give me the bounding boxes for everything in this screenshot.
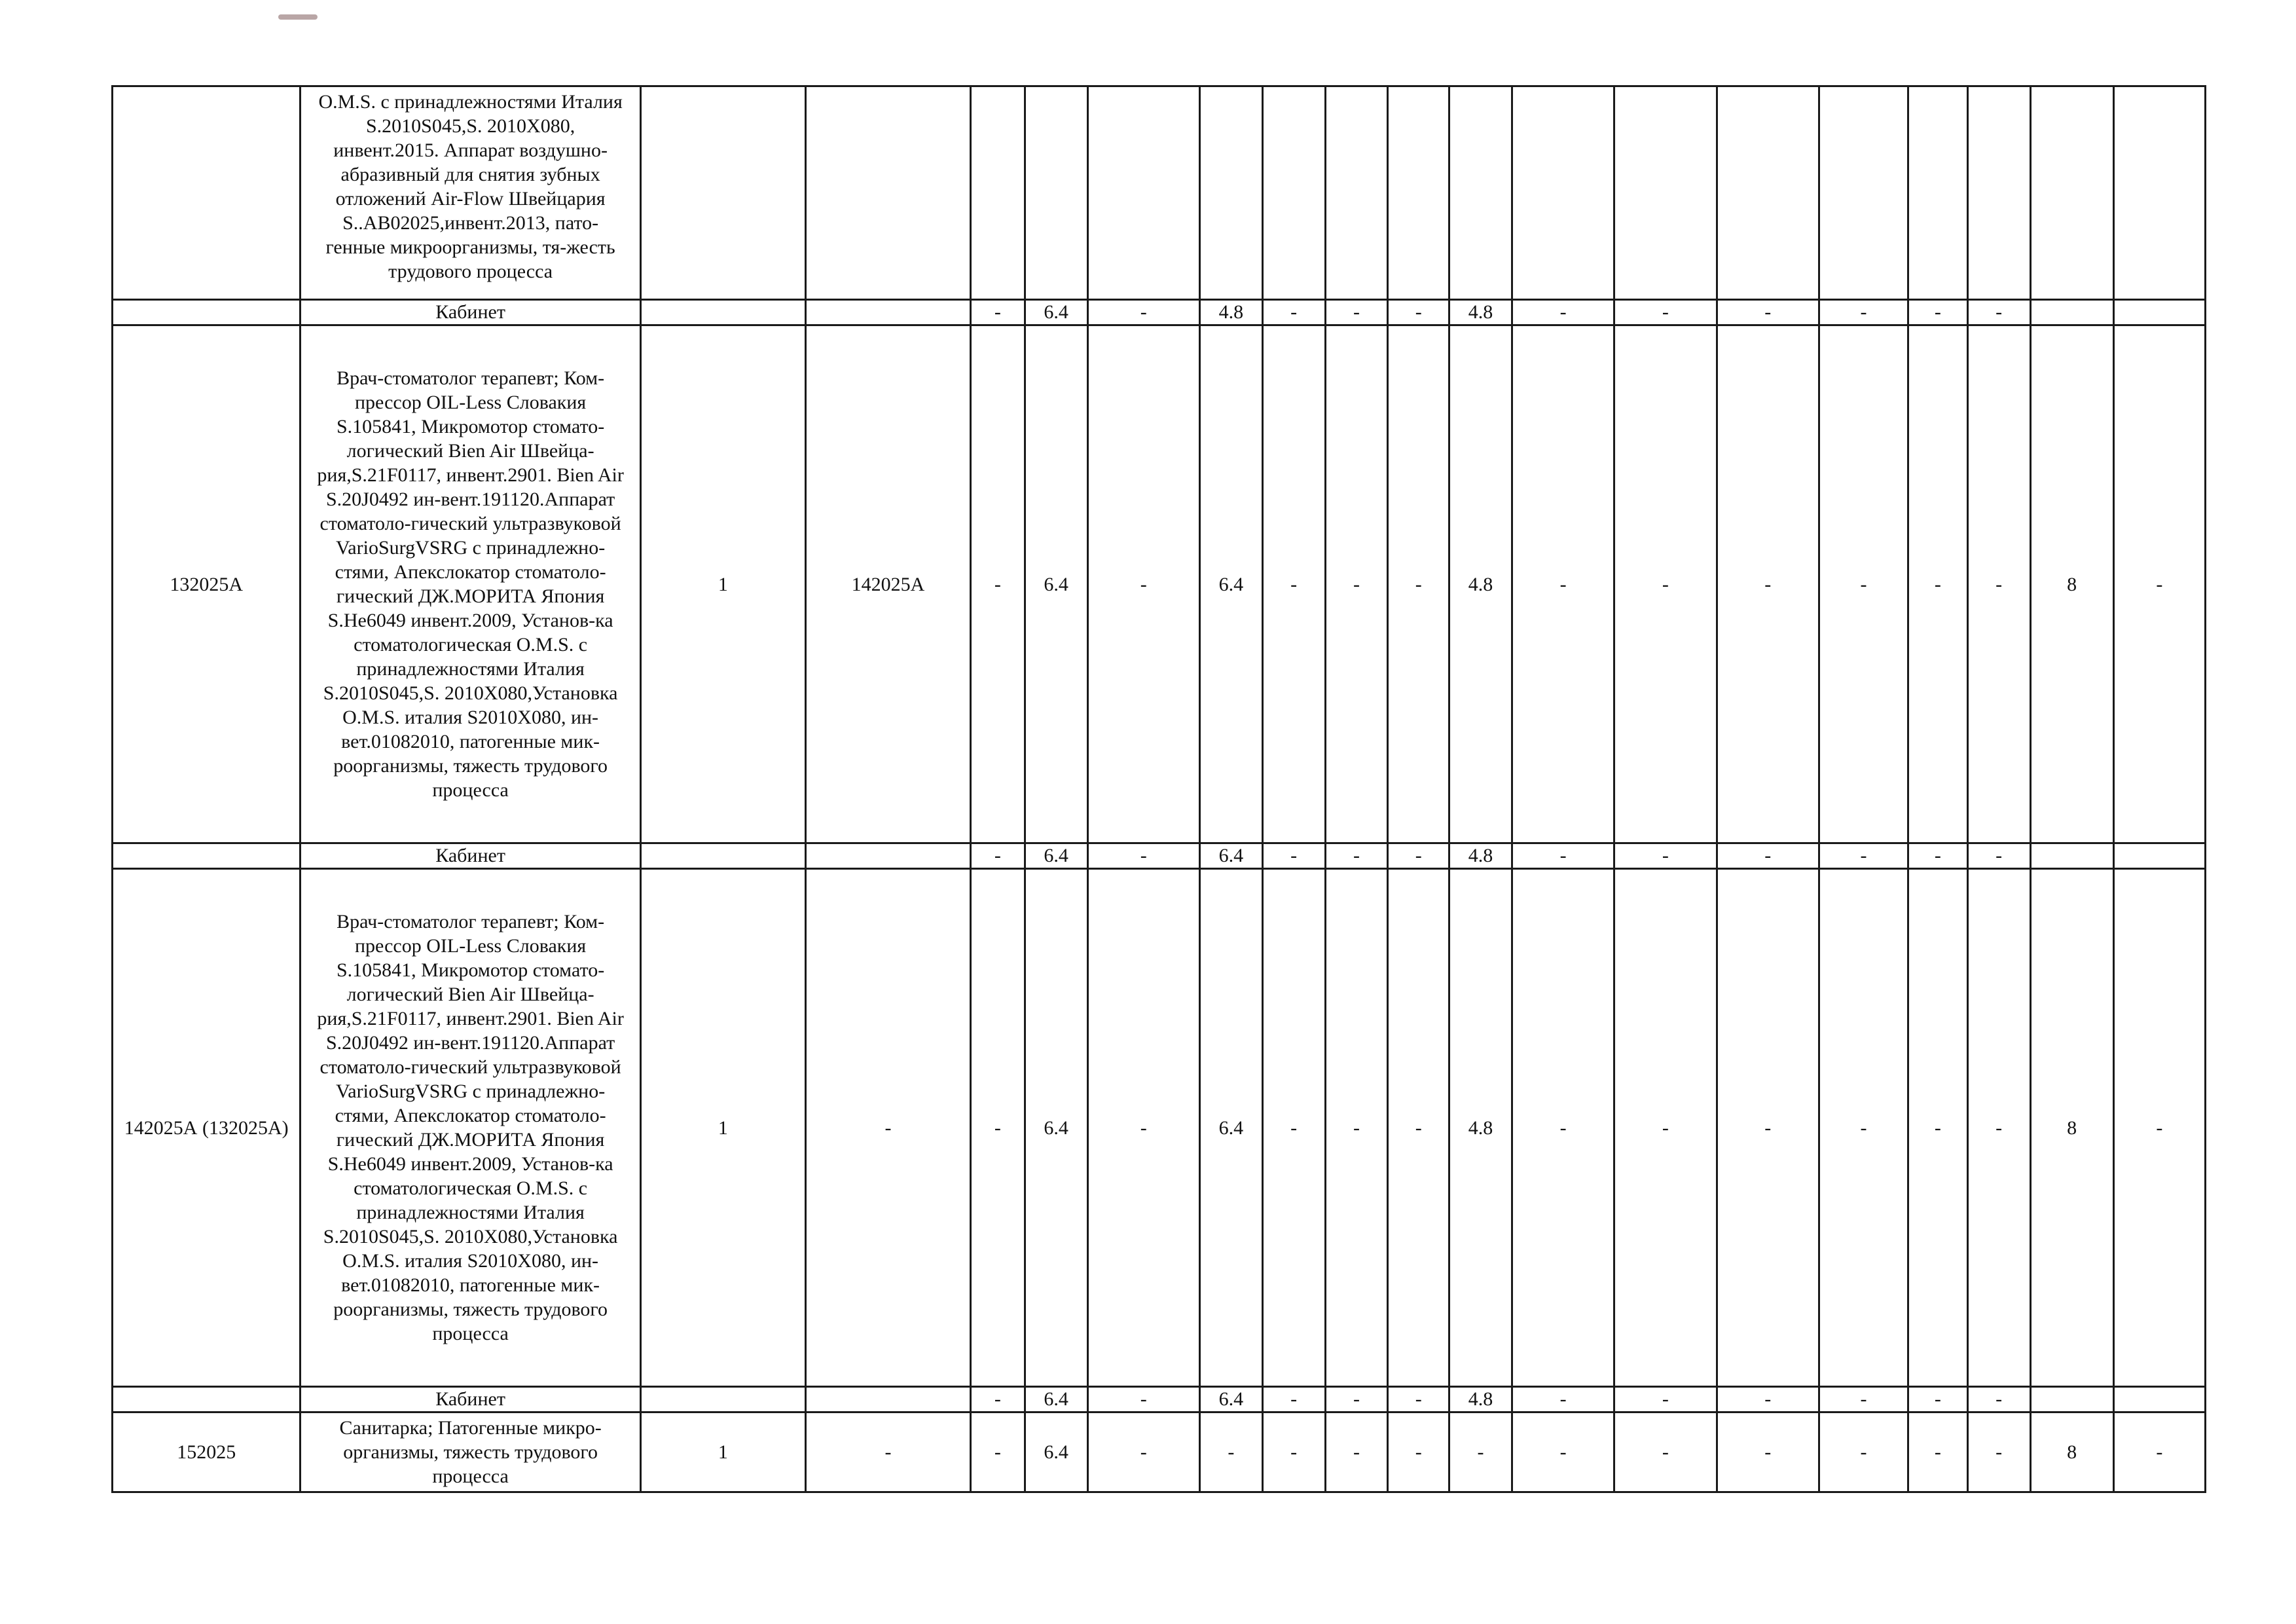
value-cell: - xyxy=(1614,869,1717,1387)
value-cell: - xyxy=(1908,325,1968,843)
value-cell: - xyxy=(1967,1387,2030,1412)
value-cell: 4.8 xyxy=(1449,843,1512,869)
value-cell: - xyxy=(971,869,1025,1387)
value-cell: - xyxy=(1908,843,1968,869)
value-cell: - xyxy=(1819,1387,1908,1412)
value-cell xyxy=(2030,1387,2113,1412)
value-cell: - xyxy=(1819,325,1908,843)
value-cell xyxy=(1449,86,1512,300)
value-cell: - xyxy=(1908,300,1968,325)
table-row-cabinet xyxy=(113,300,2206,325)
value-cell: 4.8 xyxy=(1449,869,1512,1387)
table-row-cabinet xyxy=(113,1387,2206,1412)
value-cell xyxy=(1614,86,1717,300)
value-cell: - xyxy=(1512,869,1614,1387)
value-cell: 6.4 xyxy=(1025,843,1087,869)
value-cell xyxy=(2030,843,2113,869)
workplace-description-cell: Врач-стоматолог терапевт; Ком-прессор OIL-Less Словакия S.105841, Микромотор стомато-логический Bien Air Швейца-рия,S.21F0117, инвент.2901. Bien Air S.20J0492 ин-вент.191120.Аппарат стоматоло-гический ультразвуковой VarioSurgVSRG с принадлежно-стями, Апекслокатор стоматоло-гический ДЖ.МОРИТА Япония S.Не6049 инвент.2009, Установ-ка стоматологическая O.M.S. с принадлежностями Италия S.2010S045,S. 2010X080,Установка O.M.S. италия S2010X080, ин-вет.01082010, патогенные мик-роорганизмы, тяжесть трудового процесса xyxy=(301,325,640,843)
value-cell: - xyxy=(1325,1412,1388,1492)
workplace-code-cell xyxy=(113,1387,301,1412)
count-cell: 1 xyxy=(640,869,805,1387)
count-cell xyxy=(640,843,805,869)
value-cell xyxy=(2113,300,2205,325)
value-cell: - xyxy=(1717,1387,1819,1412)
value-cell: - xyxy=(1325,843,1388,869)
value-cell xyxy=(1717,86,1819,300)
value-cell: - xyxy=(1087,1412,1199,1492)
workplace-description-cell: Санитарка; Патогенные микро-организмы, тяжесть трудового процесса xyxy=(301,1412,640,1492)
value-cell: - xyxy=(1512,300,1614,325)
value-cell: - xyxy=(971,843,1025,869)
value-cell xyxy=(2030,86,2113,300)
workplace-code-cell: 152025 xyxy=(113,1412,301,1492)
value-cell: - xyxy=(971,300,1025,325)
value-cell: - xyxy=(1717,300,1819,325)
value-cell xyxy=(1819,86,1908,300)
value-cell xyxy=(1908,86,1968,300)
value-cell: - xyxy=(1717,869,1819,1387)
value-cell xyxy=(2113,1387,2205,1412)
analog-cell xyxy=(805,86,970,300)
cabinet-label: Кабинет xyxy=(301,300,640,325)
value-cell: - xyxy=(1325,300,1388,325)
analog-cell xyxy=(805,843,970,869)
value-cell: - xyxy=(2113,325,2205,843)
value-cell: - xyxy=(1325,1387,1388,1412)
value-cell: - xyxy=(1614,1387,1717,1412)
value-cell: - xyxy=(1388,300,1449,325)
value-cell: - xyxy=(1614,1412,1717,1492)
value-cell: - xyxy=(1262,1387,1325,1412)
value-cell: - xyxy=(1819,300,1908,325)
value-cell: 8 xyxy=(2030,325,2113,843)
value-cell: - xyxy=(1388,325,1449,843)
table-row-workplace xyxy=(113,869,2206,1387)
value-cell: - xyxy=(1614,300,1717,325)
value-cell: - xyxy=(2113,869,2205,1387)
cabinet-label: Кабинет xyxy=(301,1387,640,1412)
value-cell: 6.4 xyxy=(1199,325,1262,843)
value-cell: 6.4 xyxy=(1025,325,1087,843)
value-cell: 6.4 xyxy=(1025,1387,1087,1412)
cabinet-label: Кабинет xyxy=(301,843,640,869)
count-cell: 1 xyxy=(640,1412,805,1492)
value-cell: - xyxy=(1819,843,1908,869)
analog-cell xyxy=(805,1387,970,1412)
value-cell: - xyxy=(1967,843,2030,869)
value-cell: - xyxy=(1512,1387,1614,1412)
workplace-code-cell: 132025А xyxy=(113,325,301,843)
value-cell: - xyxy=(1262,300,1325,325)
value-cell: - xyxy=(1087,325,1199,843)
table-row-workplace xyxy=(113,1412,2206,1492)
count-cell xyxy=(640,1387,805,1412)
value-cell: - xyxy=(1087,843,1199,869)
value-cell xyxy=(971,86,1025,300)
value-cell: - xyxy=(1325,869,1388,1387)
analog-cell: - xyxy=(805,869,970,1387)
value-cell: - xyxy=(1388,1387,1449,1412)
value-cell xyxy=(1025,86,1087,300)
value-cell xyxy=(1512,86,1614,300)
value-cell: 6.4 xyxy=(1199,843,1262,869)
scan-artifact xyxy=(278,14,318,20)
value-cell: - xyxy=(1614,843,1717,869)
value-cell xyxy=(1967,86,2030,300)
value-cell: - xyxy=(1262,869,1325,1387)
count-cell: 1 xyxy=(640,325,805,843)
value-cell: - xyxy=(1388,843,1449,869)
value-cell: - xyxy=(1967,869,2030,1387)
value-cell: 4.8 xyxy=(1449,325,1512,843)
value-cell: - xyxy=(1717,325,1819,843)
value-cell: - xyxy=(1967,1412,2030,1492)
table-row-cabinet xyxy=(113,843,2206,869)
value-cell: - xyxy=(1967,300,2030,325)
value-cell: 6.4 xyxy=(1025,300,1087,325)
value-cell: 4.8 xyxy=(1449,1387,1512,1412)
value-cell: 8 xyxy=(2030,869,2113,1387)
value-cell xyxy=(1388,86,1449,300)
value-cell: - xyxy=(971,1387,1025,1412)
value-cell xyxy=(1087,86,1199,300)
value-cell: - xyxy=(1262,1412,1325,1492)
workplace-code-cell xyxy=(113,300,301,325)
value-cell: - xyxy=(1325,325,1388,843)
value-cell: - xyxy=(1087,1387,1199,1412)
value-cell: - xyxy=(1512,325,1614,843)
table-row-continuation xyxy=(113,86,2206,300)
value-cell: - xyxy=(2113,1412,2205,1492)
value-cell: - xyxy=(1717,1412,1819,1492)
value-cell: - xyxy=(1967,325,2030,843)
value-cell: - xyxy=(971,325,1025,843)
value-cell: - xyxy=(1819,869,1908,1387)
value-cell: - xyxy=(1717,843,1819,869)
value-cell: - xyxy=(1262,325,1325,843)
value-cell: - xyxy=(1262,843,1325,869)
value-cell: - xyxy=(1819,1412,1908,1492)
value-cell: - xyxy=(1087,869,1199,1387)
value-cell: - xyxy=(1908,869,1968,1387)
workplace-conditions-table xyxy=(111,85,2206,1493)
value-cell xyxy=(2113,843,2205,869)
analog-cell: - xyxy=(805,1412,970,1492)
value-cell xyxy=(2030,300,2113,325)
value-cell: 6.4 xyxy=(1199,1387,1262,1412)
workplace-description-cell: O.M.S. с принадлежностями Италия S.2010S045,S. 2010X080, инвент.2015. Аппарат воздушно-абразивный для снятия зубных отложений Air-Flow Швейцария S..AB02025,инвент.2013, пато-генные микроорганизмы, тя-жесть трудового процесса xyxy=(301,86,640,300)
value-cell: - xyxy=(1908,1412,1968,1492)
count-cell xyxy=(640,300,805,325)
analog-cell: 142025А xyxy=(805,325,970,843)
value-cell: - xyxy=(1449,1412,1512,1492)
value-cell: 6.4 xyxy=(1025,1412,1087,1492)
value-cell xyxy=(1199,86,1262,300)
workplace-code-cell: 142025А (132025А) xyxy=(113,869,301,1387)
value-cell: - xyxy=(1087,300,1199,325)
workplace-code-cell xyxy=(113,86,301,300)
workplace-code-cell xyxy=(113,843,301,869)
value-cell: - xyxy=(1388,1412,1449,1492)
analog-cell xyxy=(805,300,970,325)
value-cell: - xyxy=(1908,1387,1968,1412)
count-cell xyxy=(640,86,805,300)
value-cell: - xyxy=(1512,1412,1614,1492)
table-row-workplace xyxy=(113,325,2206,843)
value-cell: 4.8 xyxy=(1199,300,1262,325)
value-cell xyxy=(2113,86,2205,300)
value-cell xyxy=(1325,86,1388,300)
value-cell: - xyxy=(971,1412,1025,1492)
value-cell xyxy=(1262,86,1325,300)
value-cell: 8 xyxy=(2030,1412,2113,1492)
value-cell: - xyxy=(1614,325,1717,843)
value-cell: 4.8 xyxy=(1449,300,1512,325)
value-cell: - xyxy=(1512,843,1614,869)
value-cell: - xyxy=(1199,1412,1262,1492)
value-cell: 6.4 xyxy=(1199,869,1262,1387)
value-cell: - xyxy=(1388,869,1449,1387)
workplace-description-cell: Врач-стоматолог терапевт; Ком-прессор OIL-Less Словакия S.105841, Микромотор стомато-логический Bien Air Швейца-рия,S.21F0117, инвент.2901. Bien Air S.20J0492 ин-вент.191120.Аппарат стоматоло-гический ультразвуковой VarioSurgVSRG с принадлежно-стями, Апекслокатор стоматоло-гический ДЖ.МОРИТА Япония S.Не6049 инвент.2009, Установ-ка стоматологическая O.M.S. с принадлежностями Италия S.2010S045,S. 2010X080,Установка O.M.S. италия S2010X080, ин-вет.01082010, патогенные мик-роорганизмы, тяжесть трудового процесса xyxy=(301,869,640,1387)
value-cell: 6.4 xyxy=(1025,869,1087,1387)
